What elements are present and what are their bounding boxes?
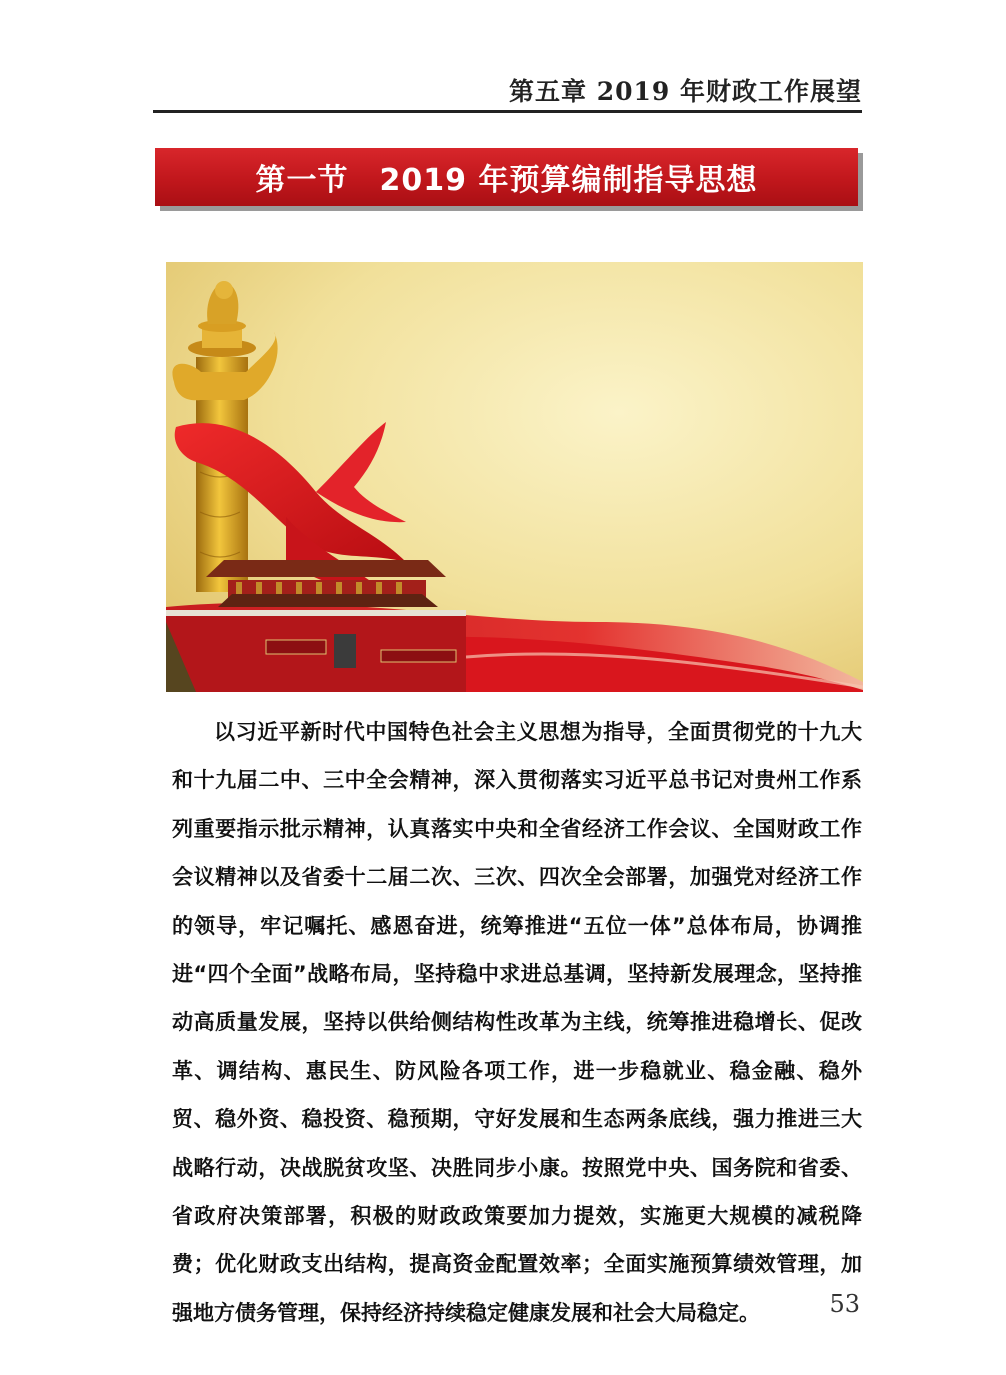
section-title-banner: [155, 148, 858, 206]
guiding-ideology-paragraph: 以习近平新时代中国特色社会主义思想为指导，全面贯彻党的十九大和十九届二中、三中全会精神，深入贯彻落实习近平总书记对贵州工作系列重要指示批示精神，认真落实中央和全省经济工作会议、全国财政工作会议精神以及省委十二届二次、三次、四次全会部署，加强党对经济工作的领导，牢记嘱托、感恩奋进，统筹推进“五位一体”总体布局，协调推进“四个全面”战略布局，坚持稳中求进总基调，坚持新发展理念，坚持推动高质量发展，坚持以供给侧结构性改革为主线，统筹推进稳增长、促改革、调结构、惠民生、防风险各项工作，进一步稳就业、稳金融、稳外贸、稳外资、稳投资、稳预期，守好发展和生态两条底线，强力推进三大战略行动，决战脱贫攻坚、决胜同步小康。按照党中央、国务院和省委、省政府决策部署，积极的财政政策要加力提效，实施更大规模的减税降费；优化财政支出结构，提高资金配置效率；全面实施预算绩效管理，加强地方债务管理，保持经济持续稳定健康发展和社会大局稳定。: [172, 720, 862, 1325]
header-divider: [153, 110, 862, 113]
chapter-running-header: 第五章 2019 年财政工作展望: [509, 77, 862, 106]
huabiao-tiananmen-red-ribbon-image: [166, 262, 863, 692]
page-number: 53: [829, 1290, 860, 1318]
section-title: 第一节 2019 年预算编制指导思想: [255, 163, 758, 198]
